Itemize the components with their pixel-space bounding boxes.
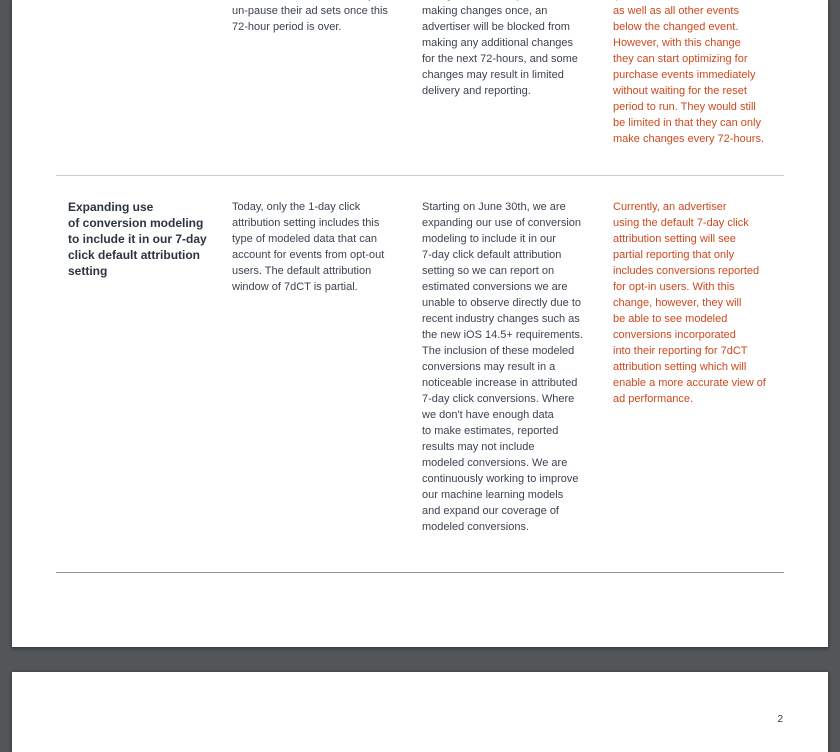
row-top-impact-text: as well as all other events below the changed event. However, with this change they can start optimizing for purchase events immediately without waiting for the reset period to run. They would still be limited in that they can only make changes every 72-hours.	[613, 5, 765, 145]
row-heading-conversion-modeling: Expanding use of conversion modeling to include it in our 7-day click default attribution setting	[68, 200, 207, 278]
row-divider	[56, 175, 784, 176]
row-modeling-change-text: Starting on June 30th, we are expanding our use of conversion modeling to include it in our 7-day click default attribution setting so we can report on estimated conversions we are unable to observe directly due to recent industry changes such as the new iOS 14.5+ requirements. The inclusion of these modeled conversions may result in a noticeable increase in attributed 7-day click conversions. Where we don't have enough data to make estimates, reported results may not include modeled conversions. We are continuously working to improve our machine learning models and expand our coverage of modeled conversions.	[422, 201, 584, 533]
page-number: 2	[777, 714, 783, 725]
row-top-change-text: making changes once, an advertiser will be blocked from making any additional changes for the next 72-hours, and some changes may result in limited delivery and reporting.	[422, 5, 578, 97]
row-top-current-text: un-pause their ad sets once this 72-hour period is over.	[232, 5, 388, 33]
row-modeling-current-text: Today, only the 1-day click attribution setting includes this type of modeled data that can account for events from opt-out users. The default attribution window of 7dCT is partial.	[232, 201, 385, 293]
row-modeling-impact-text: Currently, an advertiser using the default 7-day click attribution setting will see partial reporting that only includes conversions reported for opt-in users. With this change, however, they will be able to see modeled conversions incorporated into their reporting for 7dCT attribution setting which will enable a more accurate view of ad performance.	[613, 201, 766, 405]
table-bottom-divider	[56, 572, 784, 573]
document-page-2	[12, 672, 828, 752]
document-page-1	[12, 0, 828, 647]
